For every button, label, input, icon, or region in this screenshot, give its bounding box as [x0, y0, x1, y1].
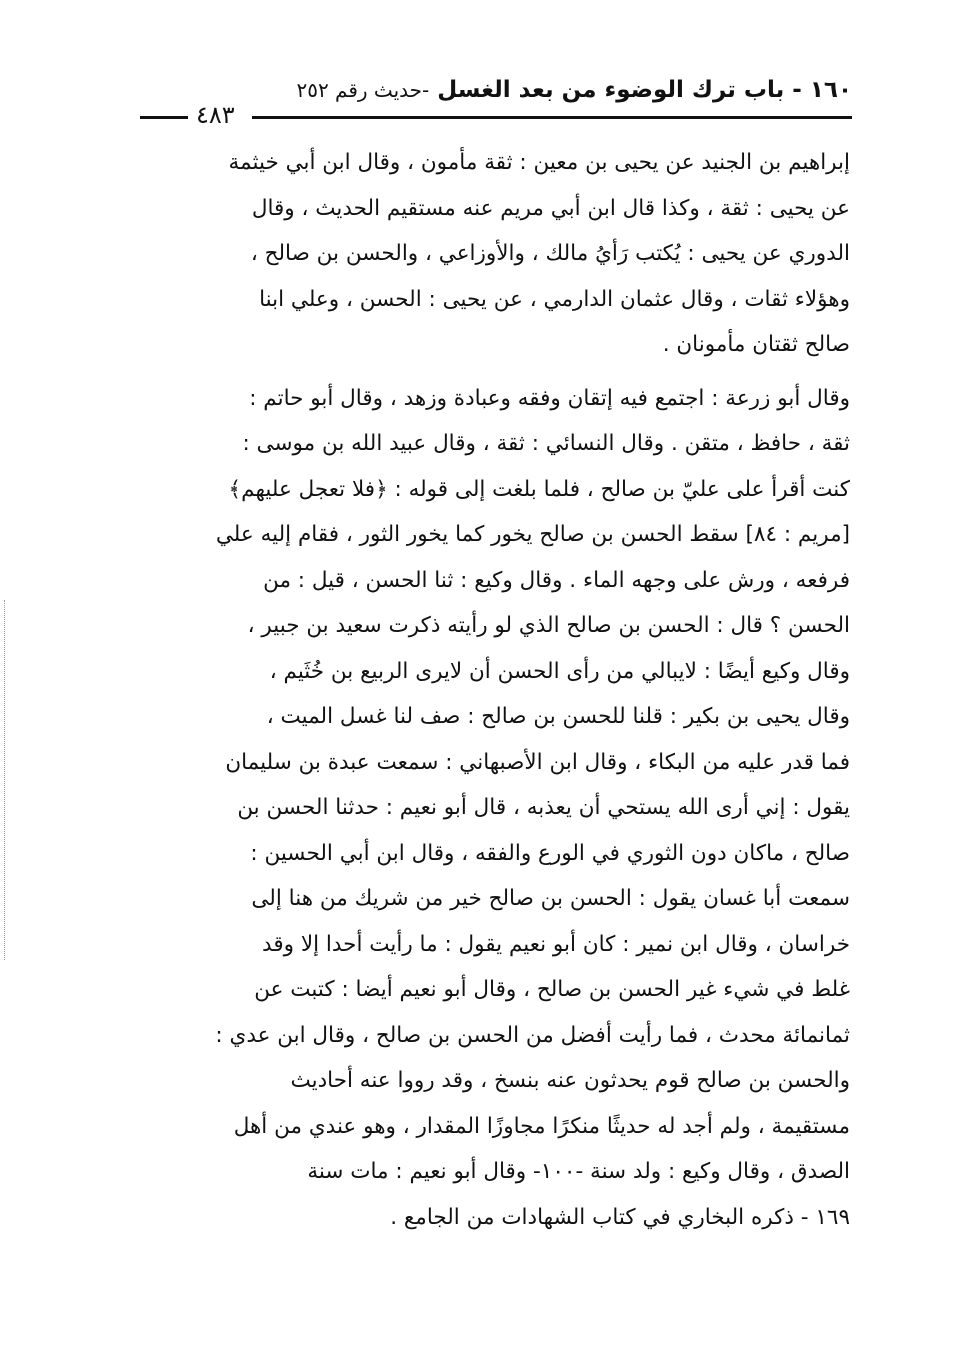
- header-rule-left: [140, 116, 188, 119]
- paragraph-gap: [138, 368, 850, 376]
- text-line: الدوري عن يحيى : يُكتب رَأيُ مالك ، والأوزاعي ، والحسن بن صالح ،: [250, 241, 850, 266]
- text-line: سمعت أبا غسان يقول : الحسن بن صالح خير من شريك من هنا إلى: [251, 886, 850, 911]
- text-line: وهؤلاء ثقات ، وقال عثمان الدارمي ، عن يحيى : الحسن ، وعلي ابنا: [259, 286, 850, 312]
- text-line: كنت أقرأ على عليّ بن صالح ، فلما بلغت إلى قوله : ﴿فلا تعجل عليهم﴾: [228, 476, 850, 502]
- text-line: [مريم : ٨٤] سقط الحسن بن صالح يخور كما يخور الثور ، فقام إليه علي: [215, 522, 850, 547]
- paragraph-2: [138, 376, 850, 1241]
- text-line: إبراهيم بن الجنيد عن يحيى بن معين : ثقة مأمون ، وقال ابن أبي خيثمة: [228, 150, 850, 175]
- body-text: [138, 140, 850, 1240]
- text-line: الصدق ، وقال وكيع : ولد سنة -١٠٠- وقال أبو نعيم : مات سنة: [307, 1159, 850, 1184]
- chapter-title: ١٦٠ - باب ترك الوضوء من بعد الغسل: [437, 77, 852, 103]
- chapter-heading: [296, 72, 852, 108]
- text-line: عن يحيى : ثقة ، وكذا قال ابن أبي مريم عنه مستقيم الحديث ، وقال: [251, 195, 850, 221]
- text-line: يقول : إني أرى الله يستحي أن يعذبه ، قال أبو نعيم : حدثنا الحسن بن: [237, 795, 850, 820]
- text-line: فما قدر عليه من البكاء ، وقال ابن الأصبهاني : سمعت عبدة بن سليمان: [225, 749, 850, 775]
- text-line: وقال أبو زرعة : اجتمع فيه إتقان وفقه وعبادة وزهد ، وقال أبو حاتم :: [249, 385, 850, 411]
- text-line: غلط في شيء غير الحسن بن صالح ، وقال أبو نعيم أيضا : كتبت عن: [254, 977, 850, 1002]
- text-line: فرفعه ، ورش على وجهه الماء . وقال وكيع : ثنا الحسن ، قيل : من: [263, 567, 850, 593]
- text-line: مستقيمة ، ولم أجد له حديثًا منكرًا مجاوزًا المقدار ، وهو عندي من أهل: [233, 1113, 850, 1139]
- scan-edge: [4, 600, 6, 960]
- text-line: ثمانمائة محدث ، فما رأيت أفضل من الحسن بن صالح ، وقال ابن عدي :: [215, 1022, 850, 1048]
- text-line: وقال يحيى بن بكير : قلنا للحسن بن صالح : صف لنا غسل الميت ،: [266, 704, 850, 729]
- hadith-number: -حديث رقم ٢٥٢: [296, 78, 430, 102]
- text-line: صالح ، ماكان دون الثوري في الورع والفقه ، وقال ابن أبي الحسين :: [250, 840, 850, 866]
- page-number: ٤٨٣: [196, 101, 235, 129]
- text-line: والحسن بن صالح قوم يحدثون عنه بنسخ ، وقد رووا عنه أحاديث: [290, 1068, 850, 1093]
- text-line: وقال وكيع أيضًا : لايبالي من رأى الحسن أن لايرى الربيع بن خُثَيم ،: [269, 658, 850, 684]
- text-line: الحسن ؟ قال : الحسن بن صالح الذي لو رأيته ذكرت سعيد بن جبير ،: [247, 613, 850, 638]
- paragraph-1: [138, 140, 850, 368]
- header-rule: [252, 116, 852, 119]
- text-line: خراسان ، وقال ابن نمير : كان أبو نعيم يقول : ما رأيت أحدا إلا وقد: [262, 931, 850, 957]
- text-line: صالح ثقتان مأمونان .: [662, 332, 850, 357]
- text-line: ثقة ، حافظ ، متقن . وقال النسائي : ثقة ، وقال عبيد الله بن موسى :: [242, 431, 850, 456]
- page-header: [140, 72, 852, 129]
- text-line: ١٦٩ - ذكره البخاري في كتاب الشهادات من الجامع .: [390, 1204, 850, 1230]
